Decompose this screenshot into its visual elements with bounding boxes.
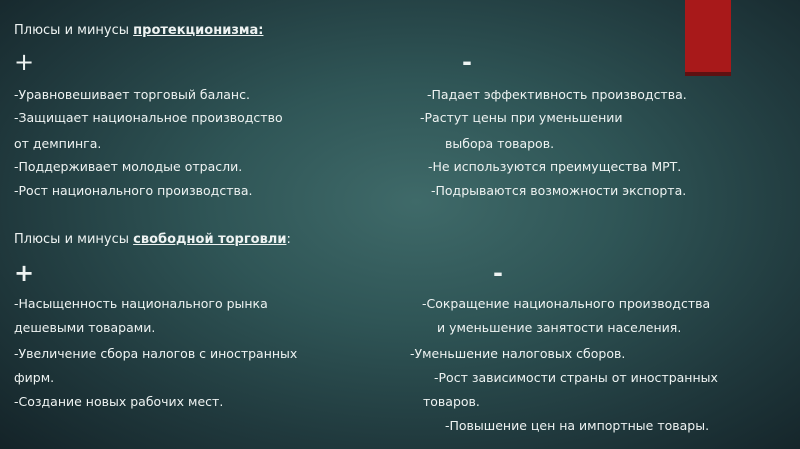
section2-pro-4: фирм. [14, 370, 55, 385]
section2-con-2: и уменьшение занятости населения. [437, 320, 682, 335]
section2-con-4: -Рост зависимости страны от иностранных [434, 370, 718, 385]
section1-con-3: выбора товаров. [445, 136, 555, 151]
section1-heading-term: протекционизма: [133, 23, 264, 38]
section2-pro-3: -Увеличение сбора налогов с иностранных [14, 346, 298, 361]
section2-pro-2: дешевыми товарами. [14, 320, 156, 335]
section2-con-5: товаров. [423, 394, 480, 409]
section2-heading-prefix: Плюсы и минусы [14, 232, 134, 247]
section1-pro-2: -Защищает национальное производство [14, 110, 283, 125]
section1-heading-prefix: Плюсы и минусы [14, 23, 134, 38]
section2-con-3: -Уменьшение налоговых сборов. [410, 346, 626, 361]
section1-pro-3: от демпинга. [14, 136, 102, 151]
section2-heading-term: свободной торговли [133, 232, 287, 247]
section2-plus-sign: + [14, 259, 35, 287]
section1-pro-5: -Рост национального производства. [14, 183, 253, 198]
section2-pro-1: -Насыщенность национального рынка [14, 296, 268, 311]
section1-plus-sign: + [14, 48, 35, 76]
section1-con-1: -Падает эффективность производства. [427, 87, 687, 102]
section2-minus-sign: - [493, 259, 503, 287]
section1-minus-sign: - [462, 48, 472, 76]
section1-pro-4: -Поддерживает молодые отрасли. [14, 159, 243, 174]
section2-pro-5: -Создание новых рабочих мест. [14, 394, 224, 409]
section2-heading-suffix: : [286, 232, 291, 247]
section2-con-6: -Повышение цен на импортные товары. [445, 418, 710, 433]
section1-pro-1: -Уравновешивает торговый баланс. [14, 87, 250, 102]
section1-con-5: -Подрываются возможности экспорта. [431, 183, 687, 198]
red-accent-bar [685, 0, 731, 76]
section1-con-2: -Растут цены при уменьшении [420, 110, 623, 125]
section1-con-4: -Не используются преимущества МРТ. [428, 159, 682, 174]
section1-heading [14, 23, 263, 39]
section2-con-1: -Сокращение национального производства [422, 296, 711, 311]
section2-heading [14, 232, 291, 248]
